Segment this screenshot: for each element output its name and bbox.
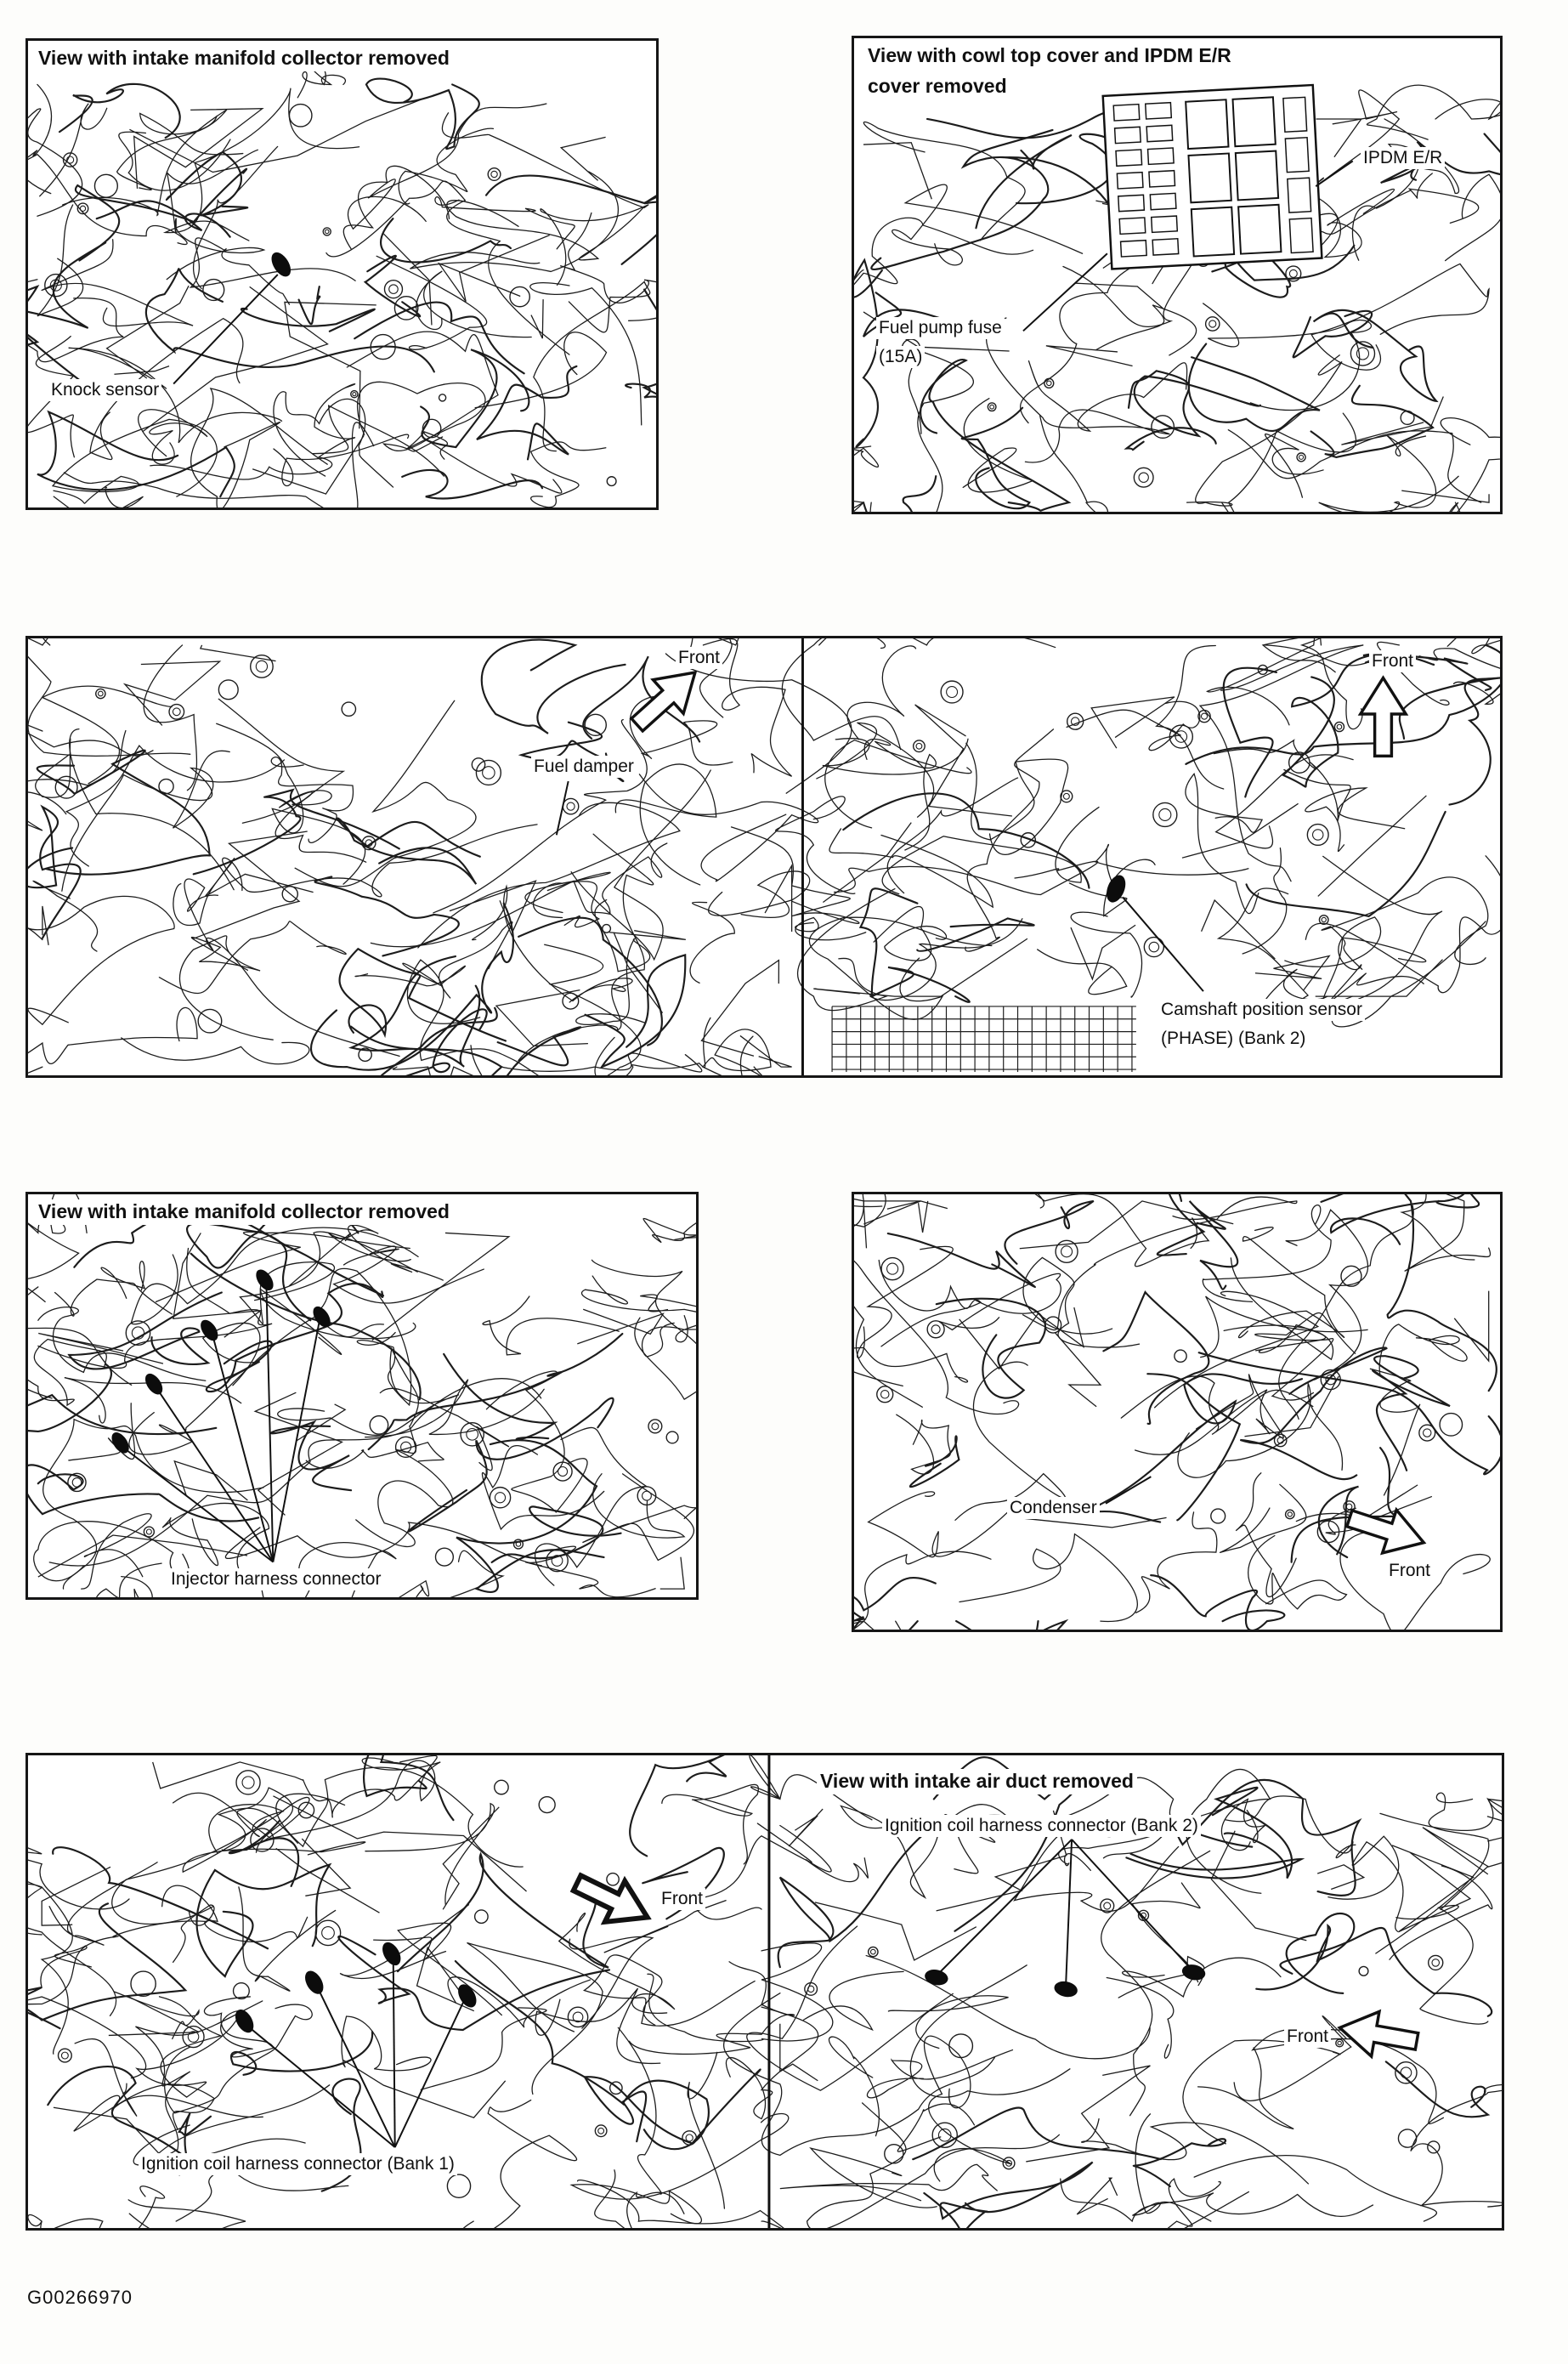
ignition-bank1-label: Ignition coil harness connector (Bank 1) bbox=[139, 2153, 457, 2175]
fuel-pump-fuse-label: Fuel pump fuse bbox=[876, 317, 1005, 339]
front-label: Front bbox=[1386, 1560, 1433, 1582]
camshaft-sensor-label-line1: Camshaft position sensor bbox=[1158, 999, 1365, 1021]
connector-highlight bbox=[379, 1939, 405, 1969]
leader-line bbox=[266, 1285, 273, 1562]
engine-line-art bbox=[28, 1194, 696, 1597]
connector-highlight bbox=[923, 1968, 949, 1987]
front-arrow-icon bbox=[567, 1862, 657, 1937]
fuel-pump-fuse-rating: (15A) bbox=[876, 346, 925, 368]
leader-line bbox=[124, 1448, 274, 1562]
connector-highlight bbox=[455, 1981, 480, 2011]
engine-line-art bbox=[854, 38, 1500, 512]
panel-fuel-damper-camshaft bbox=[25, 636, 1503, 1078]
leader-line bbox=[157, 1389, 273, 1562]
front-label: Front bbox=[1284, 2026, 1331, 2048]
panel-title-line1: View with cowl top cover and IPDM E/R bbox=[864, 43, 1235, 69]
panel-title: View with intake air duct removed bbox=[817, 1769, 1137, 1794]
ipdm-label: IPDM E/R bbox=[1361, 147, 1445, 169]
injector-harness-label: Injector harness connector bbox=[168, 1568, 383, 1590]
engine-line-art bbox=[28, 41, 656, 507]
engine-line-art-group bbox=[28, 60, 656, 507]
knock-sensor-highlight bbox=[268, 249, 295, 280]
front-label: Front bbox=[1369, 650, 1416, 672]
leader-line bbox=[1066, 1840, 1072, 1984]
camshaft-sensor-label-line2: (PHASE) (Bank 2) bbox=[1158, 1028, 1308, 1050]
panel-title: View with intake manifold collector removed bbox=[35, 1199, 453, 1225]
panel-injector bbox=[25, 1192, 699, 1600]
leader-line bbox=[1123, 897, 1203, 991]
engine-line-art-group bbox=[28, 1194, 696, 1597]
fuse-box bbox=[1103, 85, 1322, 269]
front-arrow-icon bbox=[1336, 2005, 1421, 2064]
knock-sensor-label: Knock sensor bbox=[48, 379, 161, 401]
fuel-damper-label: Fuel damper bbox=[531, 756, 637, 778]
figure-code: G00266970 bbox=[27, 2287, 133, 2308]
panel-ipdm bbox=[852, 36, 1503, 514]
leader-line bbox=[212, 1335, 273, 1562]
leader-line bbox=[273, 1322, 319, 1562]
leader-line bbox=[248, 2027, 395, 2147]
leader-line bbox=[393, 1959, 395, 2147]
connector-highlight bbox=[142, 1370, 167, 1397]
panel-title: View with intake manifold collector removed bbox=[35, 46, 453, 71]
leader-line bbox=[1023, 253, 1107, 331]
leader-line bbox=[1106, 1477, 1151, 1504]
front-label: Front bbox=[659, 1888, 705, 1910]
connector-highlight bbox=[302, 1968, 327, 1998]
ignition-bank2-label: Ignition coil harness connector (Bank 2) bbox=[882, 1815, 1201, 1837]
engine-line-art-group bbox=[28, 638, 859, 1075]
panel-title-line2: cover removed bbox=[864, 74, 1010, 99]
condenser-label: Condenser bbox=[1007, 1497, 1100, 1519]
panel-ignition-coils bbox=[25, 1753, 1504, 2231]
connector-highlight bbox=[1053, 1979, 1079, 1998]
front-label: Front bbox=[676, 647, 722, 669]
panel-condenser bbox=[852, 1192, 1503, 1632]
panel-knock-sensor bbox=[25, 38, 659, 510]
leader-line bbox=[1316, 161, 1353, 186]
crosshatch-grille bbox=[832, 1006, 1136, 1072]
leader-line bbox=[395, 2001, 464, 2147]
front-arrow-icon bbox=[1343, 1497, 1431, 1564]
